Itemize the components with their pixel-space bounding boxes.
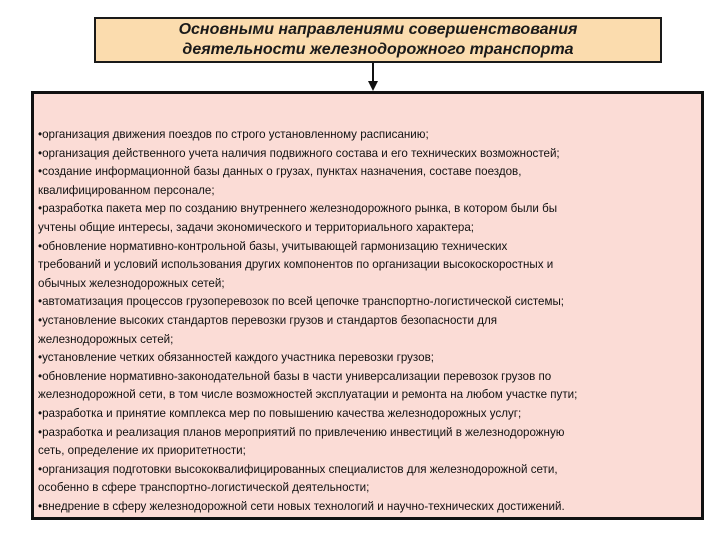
connector-arrowhead [368,81,378,91]
list-item [38,424,695,461]
list-item-text: установление четких обязанностей каждого участника перевозки грузов; [42,351,434,365]
list-item-text: организация подготовки высококвалифицированных специалистов для железнодорожной сети, особенно в сфере транспортно-логистической деятельности; [38,462,558,495]
list-item [38,293,695,312]
list-item-text: установление высоких стандартов перевозки грузов и стандартов безопасности для железнодорожных сетей; [38,313,498,346]
list-item [38,312,695,349]
bullet-icon: • [38,313,43,327]
list-item [38,145,695,164]
list-item [38,498,695,517]
bullet-icon: • [38,406,43,420]
title-line-1: Основными направлениями совершенствования [178,21,578,38]
list-item [38,461,695,498]
list-item-text: внедрение в сферу железнодорожной сети новых технологий и научно-технических достижений. [42,499,565,513]
list-item [38,126,695,145]
list-item-text: обновление нормативно-законодательной базы в части универсализации перевозок грузов по железнодорожной сети, в том числе возможностей эксплуатации и ремонта на любом участке пути; [38,369,578,402]
bullet-icon: • [38,165,43,179]
bullet-icon: • [38,202,43,216]
directions-list [38,126,695,516]
list-item [38,163,695,200]
bullet-icon: • [38,128,43,141]
bullet-icon: • [38,295,43,309]
list-item-text: организация движения поездов по строго установленному расписанию; [42,128,429,141]
list-item-text: разработка и принятие комплекса мер по повышению качества железнодорожных услуг; [42,406,522,420]
list-item [38,200,695,237]
title-box [94,17,662,63]
list-item [38,349,695,368]
title-line-2: деятельности железнодорожного транспорта [182,41,574,58]
list-item-text: обновление нормативно-контрольной базы, учитывающей гармонизацию технических требований и условий использования других компонентов по организации высокоскоростных и обычных железнодорожных сетей; [38,239,554,290]
bullet-icon: • [38,239,43,253]
bullet-icon: • [38,499,43,513]
bullet-icon: • [38,462,43,476]
list-item [38,405,695,424]
list-item-text: создание информационной базы данных о грузах, пунктах назначения, составе поездов, квалифицированном персонале; [38,165,522,197]
content-box [31,91,704,520]
list-item-text: автоматизация процессов грузоперевозок по всей цепочке транспортно-логистической системы; [42,295,565,309]
list-item-text: разработка пакета мер по созданию внутреннего железнодорожного рынка, в котором были бы учтены общие интересы, задачи экономического и территориального характера; [38,202,558,234]
bullet-icon: • [38,351,43,365]
bullet-icon: • [38,369,43,383]
list-item [38,368,695,405]
list-item [38,238,695,294]
bullet-icon: • [38,146,43,160]
down-arrow-connector [367,63,379,91]
bullet-icon: • [38,425,43,439]
list-item-text: разработка и реализация планов мероприятий по привлечению инвестиций в железнодорожную сеть, определение их приоритетности; [38,425,565,458]
list-item-text: организация действенного учета наличия подвижного состава и его технических возможностей; [42,146,560,160]
